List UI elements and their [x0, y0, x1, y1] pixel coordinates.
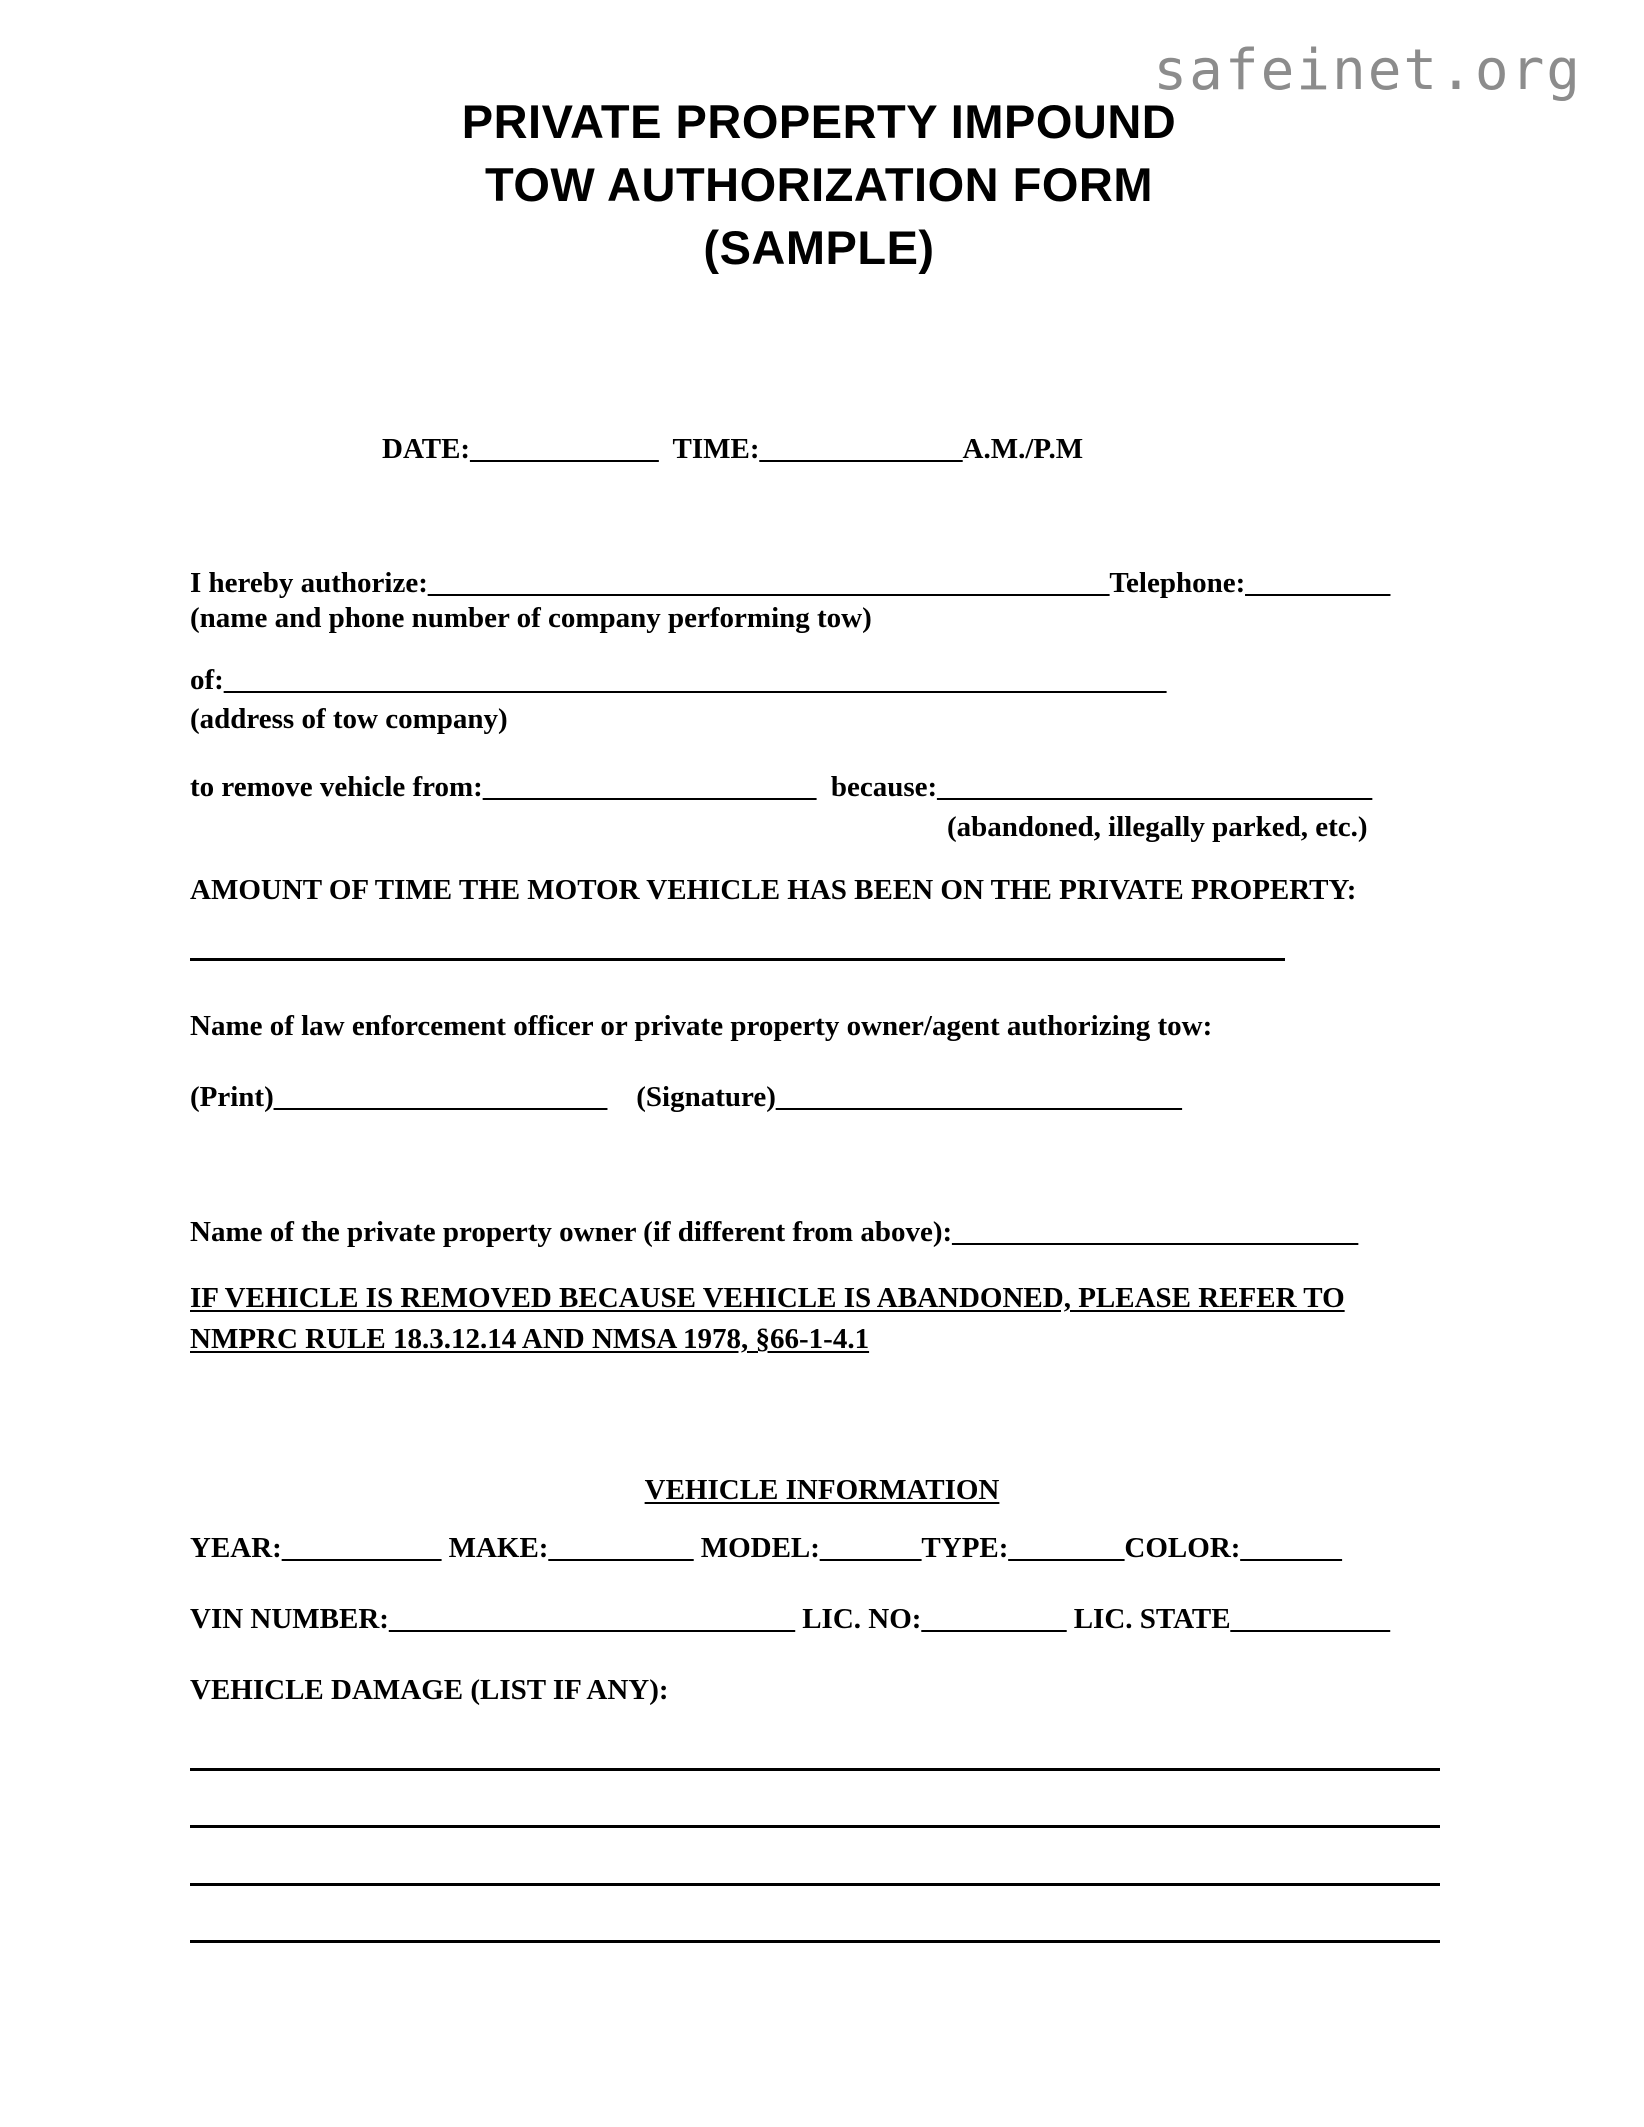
damage-blank-rule-3[interactable]: [190, 1883, 1440, 1886]
vehicle-basic-field-line[interactable]: YEAR:___________ MAKE:__________ MODEL:_______TYPE:________COLOR:_______: [190, 1532, 1342, 1564]
vehicle-damage-label: VEHICLE DAMAGE (LIST IF ANY):: [190, 1674, 669, 1706]
damage-blank-rule-4[interactable]: [190, 1940, 1440, 1943]
title-line-2: TOW AUTHORIZATION FORM: [484, 158, 1154, 211]
property-owner-field-line[interactable]: Name of the private property owner (if different from above):____________________________: [190, 1216, 1359, 1248]
vehicle-vin-field-line[interactable]: VIN NUMBER:____________________________ LIC. NO:__________ LIC. STATE___________: [190, 1603, 1391, 1635]
damage-blank-rule-1[interactable]: [190, 1768, 1440, 1771]
print-signature-field-line[interactable]: (Print)_______________________ (Signature)____________________________: [190, 1081, 1182, 1113]
officer-name-label: Name of law enforcement officer or private property owner/agent authorizing tow:: [190, 1010, 1213, 1042]
page-title: [0, 90, 1644, 279]
remove-reason-hint: (abandoned, illegally parked, etc.): [947, 811, 1368, 843]
tow-company-address-hint: (address of tow company): [190, 703, 508, 735]
title-line-3: (SAMPLE): [703, 221, 935, 274]
abandoned-notice-line-1: IF VEHICLE IS REMOVED BECAUSE VEHICLE IS ABANDONED, PLEASE REFER TO: [190, 1282, 1345, 1314]
abandoned-notice-line-2: NMPRC RULE 18.3.12.14 AND NMSA 1978, §66-1-4.1: [190, 1323, 870, 1355]
time-on-property-label: AMOUNT OF TIME THE MOTOR VEHICLE HAS BEEN ON THE PRIVATE PROPERTY:: [190, 874, 1357, 906]
vehicle-information-heading: VEHICLE INFORMATION: [644, 1474, 1000, 1506]
tow-company-address-field-line[interactable]: of:_________________________________________________________________: [190, 664, 1167, 696]
date-time-field-line[interactable]: DATE:_____________ TIME:______________A.M./P.M: [382, 433, 1084, 465]
title-line-1: PRIVATE PROPERTY IMPOUND: [461, 95, 1177, 148]
authorize-field-line[interactable]: I hereby authorize:_______________________________________________Telephone:__________: [190, 567, 1391, 599]
time-on-property-blank-rule[interactable]: [190, 958, 1285, 961]
remove-vehicle-field-line[interactable]: to remove vehicle from:_______________________ because:______________________________: [190, 771, 1373, 803]
watermark-safeinet: safeinet.org: [1153, 38, 1582, 103]
authorize-hint: (name and phone number of company performing tow): [190, 602, 872, 634]
damage-blank-rule-2[interactable]: [190, 1825, 1440, 1828]
